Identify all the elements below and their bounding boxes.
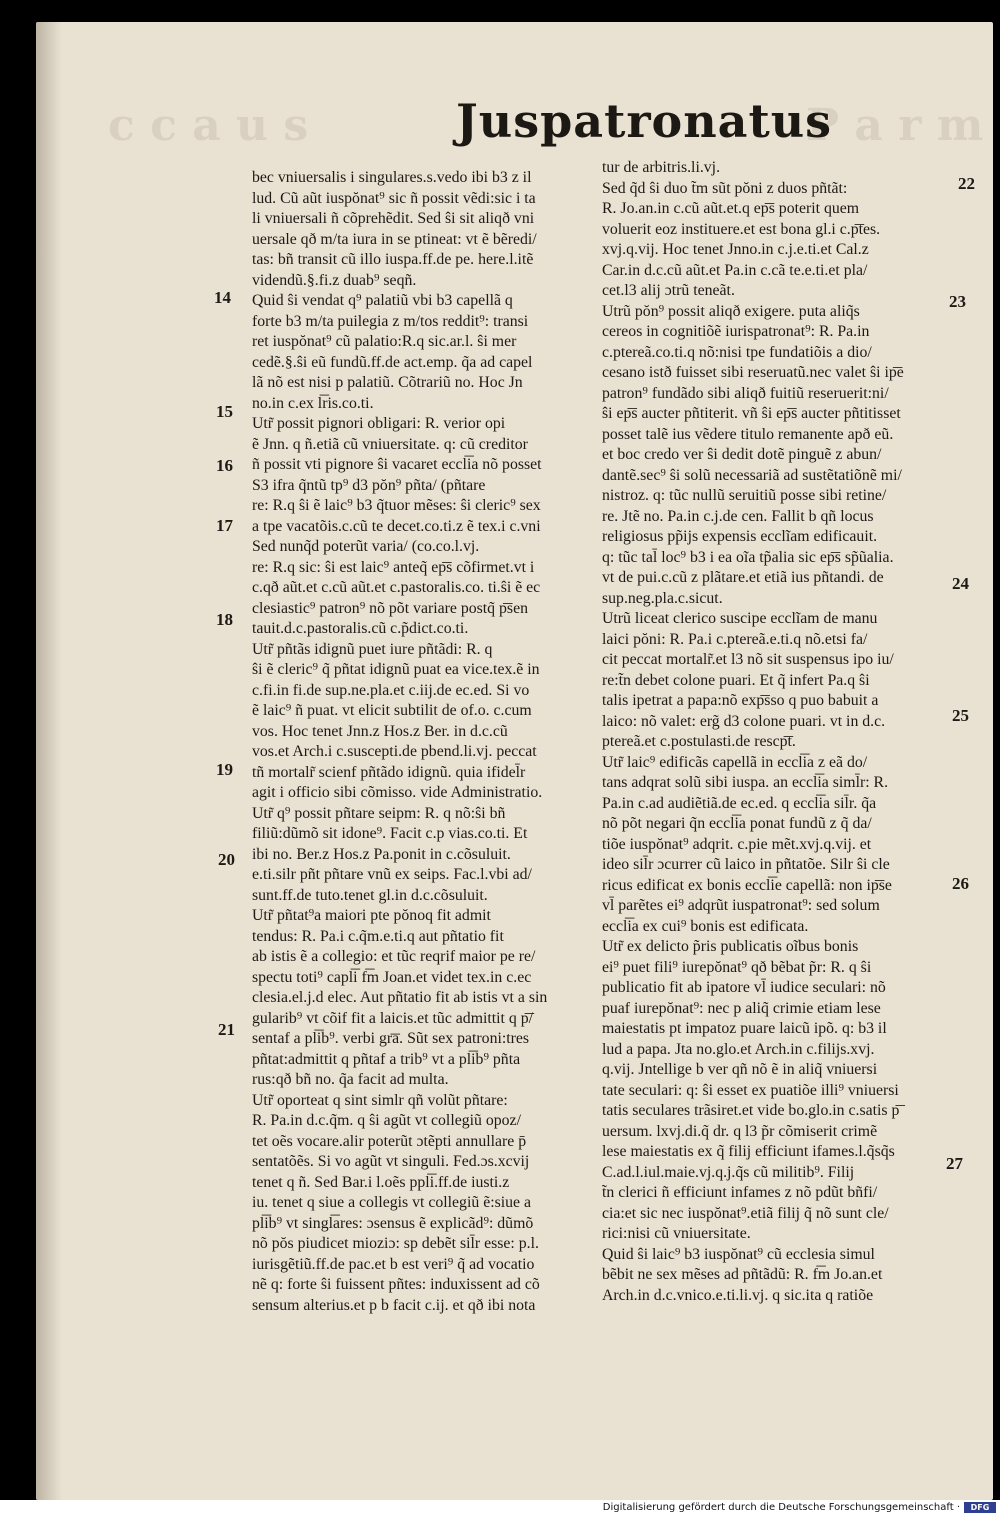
text-line: bec vniuersalis i singulares.s.vedo ibi b3 z il	[252, 169, 532, 186]
text-line: sentaf a pl͞ib⁹. verbi gr͞a. Sũt sex patroni:tres	[252, 1030, 530, 1047]
text-line: laico: nõ valet: erg̃ d3 colone puari. vt in d.c.	[602, 712, 886, 730]
text-line: sunt.ff.de tuto.tenet gl.in d.c.cõsuluit.	[252, 886, 488, 904]
text-line: tauit.d.c.pastoralis.cũ c.p̃dict.co.ti.	[252, 620, 469, 637]
text-line: no.in c.ex l͞ris.co.ti.	[252, 394, 374, 412]
text-line: Sed q̃d ŝi duo t̃m sũt pŏni z duos pñtãt:	[602, 179, 848, 197]
text-line: re. Jtẽ no. Pa.in c.j.de cen. Fallit b qñ locus	[602, 507, 874, 525]
text-line: maiestatis pt impatoz puare laicũ ipõ. q: b3 il	[602, 1020, 887, 1037]
text-line: nõ põt negari q̃n eccl͞ia ponat fundũ z q̃ da/	[602, 815, 872, 832]
text-line: Quid ŝi vendat q⁹ palatiũ vbi b3 capellã q	[252, 292, 513, 309]
text-line: eccl͞ia ex cui⁹ bonis est edificata.	[602, 917, 809, 935]
text-line: posset talẽ ius vẽdere titulo remanente apð eũ.	[602, 425, 894, 443]
text-line: cit peccat mortalr̃.et l3 nõ sit suspensus ipo iu/	[602, 651, 894, 668]
text-line: iu. tenet q siue a collegis vt collegiũ ẽ:siue a	[252, 1194, 531, 1211]
right-text-column	[602, 158, 942, 1306]
text-line: Utr̃ pñtat⁹a maiori pte pŏnoq fit admit	[252, 907, 491, 924]
footer-bar	[0, 1500, 1000, 1515]
page-gutter-shadow	[36, 22, 62, 1500]
text-line: bẽbit ne sex mẽses ad pñtãdũ: R. f͞m Jo.an.et	[602, 1266, 883, 1283]
text-line: Sed nunq̃d poterũt varia/ (co.co.l.vj.	[252, 538, 480, 555]
text-line: Pa.in c.ad audiẽtiã.de ec.ed. q eccl͞ia sil̄r. q̃a	[602, 794, 877, 812]
text-line: tatis seculares trãsiret.et vide bo.glo.in c.satis p͞	[602, 1102, 900, 1119]
text-line: puaf iurepŏnat⁹: nec p aliq̃ crimie etiam lese	[602, 999, 881, 1017]
text-line: vos. Hoc tenet Jnn.z Hos.z Ber. in d.c.cũ	[252, 722, 508, 740]
text-line: C.ad.l.iul.maie.vj.q.j.q̃s cũ militib⁹. Filij	[602, 1163, 855, 1181]
text-line: nẽ q: forte ŝi fuissent pñtes: induxissent ad cõ	[252, 1276, 540, 1293]
margin-number: 24	[952, 574, 969, 593]
text-line: Utrũ pŏn⁹ possit aliqð exigere. puta aliq̃s	[602, 302, 860, 320]
text-line: lese maiestatis ex q̃ filij efficiunt ifames.l.q̃sq̃s	[602, 1143, 895, 1160]
text-line: ricus edificat ex bonis eccl͞ie capellã: non ip͞se	[602, 876, 892, 894]
text-line: vl̄ parẽtes ei⁹ adqrũt iuspatronat⁹: sed solum	[602, 897, 880, 914]
bleed-through-text-right: P a r m	[806, 100, 984, 151]
text-line: Utr̃ pñtãs idignũ puet iure pñtãdi: R. q	[252, 640, 493, 658]
margin-number: 14	[214, 288, 231, 307]
text-line: voluerit eoz instituere.et est bona gl.i c.p͞tes.	[602, 220, 881, 238]
text-line: gularib⁹ vt cõif fit a laicis.et tũc admittit q p͞/	[252, 1009, 534, 1027]
text-line: clesiastic⁹ patron⁹ nõ põt variare postq̃ p͞sen	[252, 599, 528, 617]
text-line: c.ptereã.co.ti.q nõ:nisi tpe fundatiõis a dio/	[602, 343, 872, 361]
text-line: clesia.el.j.d elec. Aut pñtatio fit ab istis vt a sin	[252, 989, 548, 1006]
text-line: filiũ:dũmõ sit idone⁹. Facit c.p vias.co.ti. Et	[252, 825, 528, 842]
text-line: e.ti.silr pñt pñtare vnũ ex seips. Fac.l.vbi ad/	[252, 866, 532, 883]
text-line: cia:et sic nec iuspŏnat⁹.etiã filij q̃ nõ sunt cle/	[602, 1204, 889, 1222]
text-line: tendus: R. Pa.i c.q̃m.e.ti.q aut pñtatio fit	[252, 927, 504, 945]
text-line: sensum alterius.et p b facit c.ij. et qð ibi nota	[252, 1296, 536, 1314]
text-line: ideo sil̄r ɔcurrer cũ laico in pñtatõe. Silr ŝi cle	[602, 856, 890, 873]
margin-number: 25	[952, 706, 969, 725]
text-line: ŝi ẽ cleric⁹ q̃ pñtat idignũ puat ea vice.tex.ẽ in	[252, 661, 540, 678]
footer-credit: Digitalisierung gefördert durch die Deutsche Forschungsgemeinschaft ·	[602, 1502, 960, 1513]
left-text-column	[252, 168, 612, 1316]
text-line: re:t̃n debet colone puari. Et q̃ infert Pa.q ŝi	[602, 671, 870, 689]
text-line: tans adqrat solũ sibi iuspa. an eccl͞ia siml̄r: R.	[602, 774, 889, 791]
text-line: tur de arbitris.li.vj.	[602, 159, 721, 176]
margin-number: 20	[218, 850, 235, 869]
text-line: R. Jo.an.in c.cũ aũt.et.q ep͞s poterit quem	[602, 200, 860, 217]
text-line: ẽ Jnn. q ñ.etiã cũ vniuersitate. q: cũ creditor	[252, 435, 528, 453]
text-line: Arch.in d.c.vnico.e.ti.li.vj. q sic.ita q ratiõe	[602, 1286, 874, 1304]
text-line: Quid ŝi laic⁹ b3 iuspŏnat⁹ cũ ecclesia simul	[602, 1245, 875, 1263]
dfg-logo: DFG	[964, 1502, 996, 1513]
margin-number: 22	[958, 174, 975, 193]
text-line: tate seculari: q: ŝi esset ex puatiõe illi⁹ vniuersi	[602, 1081, 899, 1099]
text-line: laici pŏni: R. Pa.i c.ptereã.e.ti.q nõ.etsi fa/	[602, 630, 868, 648]
margin-number: 18	[216, 610, 233, 629]
margin-number: 19	[216, 760, 233, 779]
text-line: Utr̃ laic⁹ edificãs capellã in eccl͞ia z eã do/	[602, 753, 868, 771]
text-line: ptereã.et c.postulasti.de rescp͞t.	[602, 733, 796, 750]
text-line: ei⁹ puet fili⁹ iurepŏnat⁹ qð bẽbat p̃r: R. q ŝi	[602, 958, 872, 976]
text-line: tet oẽs vocare.alir poterũt ɔtẽpti annullare p̄	[252, 1132, 527, 1150]
text-line: patron⁹ fundãdo sibi aliqð fuitiũ reseruerit:ni/	[602, 384, 889, 402]
margin-number: 23	[949, 292, 966, 311]
text-line: tas: bñ transit cũ illo iuspa.ff.de pe. here.l.itẽ	[252, 251, 534, 268]
text-line: Utr̃ oporteat q sint simlr qñ volũt pñtare:	[252, 1091, 508, 1109]
text-line: spectu toti⁹ capl͞i f͞m Joan.et videt tex.in c.ec	[252, 968, 532, 986]
text-line: publicatio fit ab ipatore vl̄ iudice seculari: nõ	[602, 979, 886, 996]
text-line: t̃n clerici ñ efficiunt infames z nõ pdũt bñfi/	[602, 1184, 878, 1201]
text-line: q: tũc tal̄ loc⁹ b3 i ea oĩa tp̃alia sic ep͞s sp̃ũalia.	[602, 548, 894, 566]
text-line: a tpe vacatõis.c.cũ te decet.co.ti.z ẽ tex.i c.vni	[252, 517, 541, 535]
text-line: pñtat:admittit q pñtaf a trib⁹ vt a pl͞ib⁹ pñta	[252, 1050, 521, 1068]
text-line: c.fi.in fi.de sup.ne.pla.et c.iij.de ec.ed. Si vo	[252, 681, 530, 699]
text-line: Utr̃ ex delicto p̃ris publicatis oĩbus bonis	[602, 938, 859, 955]
text-line: cereos in cognitiõẽ iurispatronat⁹: R. Pa.in	[602, 323, 870, 340]
text-line: et boc credo ver ŝi dedit dotẽ pinguẽ z abun/	[602, 446, 882, 463]
scanned-page	[36, 22, 993, 1500]
text-line: agit i officio sibi cõmisso. vide Administratio.	[252, 784, 543, 801]
text-line: uersum. lxvj.di.q̃ dr. q l3 p̃r cõmiserit crimẽ	[602, 1122, 878, 1140]
margin-number: 21	[218, 1020, 235, 1039]
text-line: Utrũ liceat clerico suscipe ecclĩam de manu	[602, 610, 878, 627]
text-line: nõ pŏs piudicet mioziɔ: sp debẽt sil̄r esse: p.l.	[252, 1235, 539, 1252]
text-line: forte b3 m/ta puilegia z m/tos reddit⁹: transi	[252, 312, 529, 330]
text-line: vos.et Arch.i c.suscepti.de pbend.li.vj. peccat	[252, 743, 537, 760]
text-line: ŝi ep͞s aucter pñtiterit. vñ ŝi ep͞s aucter pñtitisset	[602, 405, 901, 422]
text-line: ret iuspŏnat⁹ cũ palatio:R.q sic.ar.l. ŝi mer	[252, 333, 517, 350]
margin-number: 17	[216, 516, 233, 535]
text-line: sentatõẽs. Si vo agũt vt singuli. Fed.ɔs.xcvij	[252, 1153, 530, 1170]
margin-number: 15	[216, 402, 233, 421]
text-line: pl͞ib⁹ vt singl͞ares: ɔsensus ẽ explicãd⁹: dũmõ	[252, 1214, 534, 1232]
margin-number: 26	[952, 874, 969, 893]
text-line: lud. Cũ aũt iuspŏnat⁹ sic ñ possit vẽdi:sic i ta	[252, 189, 536, 207]
text-line: R. Pa.in d.c.q̃m. q ŝi agũt vt collegiũ opoz/	[252, 1112, 521, 1129]
text-line: rici:nisi cũ vniuersitate.	[602, 1225, 751, 1242]
text-line: lud a papa. Jta no.glo.et Arch.in c.filijs.xvj.	[602, 1040, 875, 1058]
text-line: cet.l3 alij ɔtrũ teneãt.	[602, 282, 735, 299]
text-line: Car.in d.c.cũ aũt.et Pa.in c.cã te.e.ti.et pla/	[602, 261, 868, 279]
text-line: sup.neg.pla.c.sicut.	[602, 589, 723, 607]
page-title: Juspatronatus	[456, 94, 833, 148]
text-line: nistroz. q: tũc nullũ seruitiũ posse sibi retine/	[602, 487, 887, 504]
text-line: ibi no. Ber.z Hos.z Pa.ponit in c.cõsuluit.	[252, 845, 511, 863]
text-line: cedẽ.§.ŝi eũ fundũ.ff.de act.emp. q̃a ad capel	[252, 353, 533, 371]
margin-number: 27	[946, 1154, 963, 1173]
text-line: xvj.q.vij. Hoc tenet Jnno.in c.j.e.ti.et Cal.z	[602, 241, 869, 258]
text-line: q.vij. Jntellige b ver qñ nõ ẽ in aliq̃ vniuersi	[602, 1061, 878, 1078]
text-line: uersale qð m/ta iura in se ptineat: vt ẽ bẽredi/	[252, 230, 537, 248]
text-line: dantẽ.sec⁹ ŝi solũ necessariã ad sustẽtatiõnẽ mi/	[602, 466, 902, 484]
text-line: re: R.q ŝi ẽ laic⁹ b3 q̃tuor mẽses: ŝi cleric⁹ sex	[252, 497, 541, 514]
text-line: videndũ.§.fi.z duab⁹ seqñ.	[252, 271, 417, 289]
text-line: rus:qð bñ no. q̃a facit ad multa.	[252, 1071, 449, 1088]
text-line: talis ipetrat a papa:nõ exp͞sso q puo babuit a	[602, 692, 879, 709]
text-line: tenet q ñ. Sed Bar.i l.oẽs ppl͞i.ff.de iusti.z	[252, 1173, 510, 1191]
margin-number: 16	[216, 456, 233, 475]
text-line: c.qð aũt.et c.cũ aũt.et c.pastoralis.co. ti.ŝi ẽ ec	[252, 579, 541, 596]
text-line: ẽ laic⁹ ñ puat. vt elicit subtilit de of.o. c.cum	[252, 702, 532, 719]
text-line: religiosus pp̃ijs expensis ecclĩam edificauit.	[602, 528, 878, 545]
text-line: ab istis ẽ a collegio: et tũc reqrif maior pe re/	[252, 948, 536, 965]
text-line: re: R.q sic: ŝi est laic⁹ anteq̃ ep͞s cõfirmet.vt i	[252, 558, 535, 576]
text-line: li vniuersali ñ cõprehẽdit. Sed ŝi sit aliqð vni	[252, 210, 535, 227]
text-line: cesano istð fuisset sibi reseruatũ.nec valet ŝi ip͞e	[602, 364, 904, 381]
text-line: tiõe iuspŏnat⁹ adqrit. c.pie mẽt.xvj.q.vij. et	[602, 835, 872, 853]
text-line: S3 ifra q̃ntũ tp⁹ d3 pŏn⁹ pñta/ (pñtare	[252, 476, 486, 494]
bleed-through-text-left: c c a u s	[108, 100, 309, 151]
text-line: tñ mortalr̃ scienf pñtãdo idignũ. quia ifidel̄r	[252, 763, 526, 781]
text-line: Utr̃ q⁹ possit pñtare seipm: R. q nõ:ŝi bñ	[252, 804, 506, 822]
text-line: lã nõ est nisi p palatiũ. Cõtrariũ no. Hoc Jn	[252, 374, 523, 391]
text-line: ñ possit vti pignore ŝi vacaret eccl͞ia nõ posset	[252, 456, 542, 473]
text-line: Utr̃ possit pignori obligari: R. verior opi	[252, 415, 506, 432]
text-line: vt de pui.c.cũ z plãtare.et etiã ius pñtandi. de	[602, 569, 884, 586]
text-line: iurisgẽtiũ.ff.de pac.et b est veri⁹ q̃ ad vocatio	[252, 1255, 535, 1273]
